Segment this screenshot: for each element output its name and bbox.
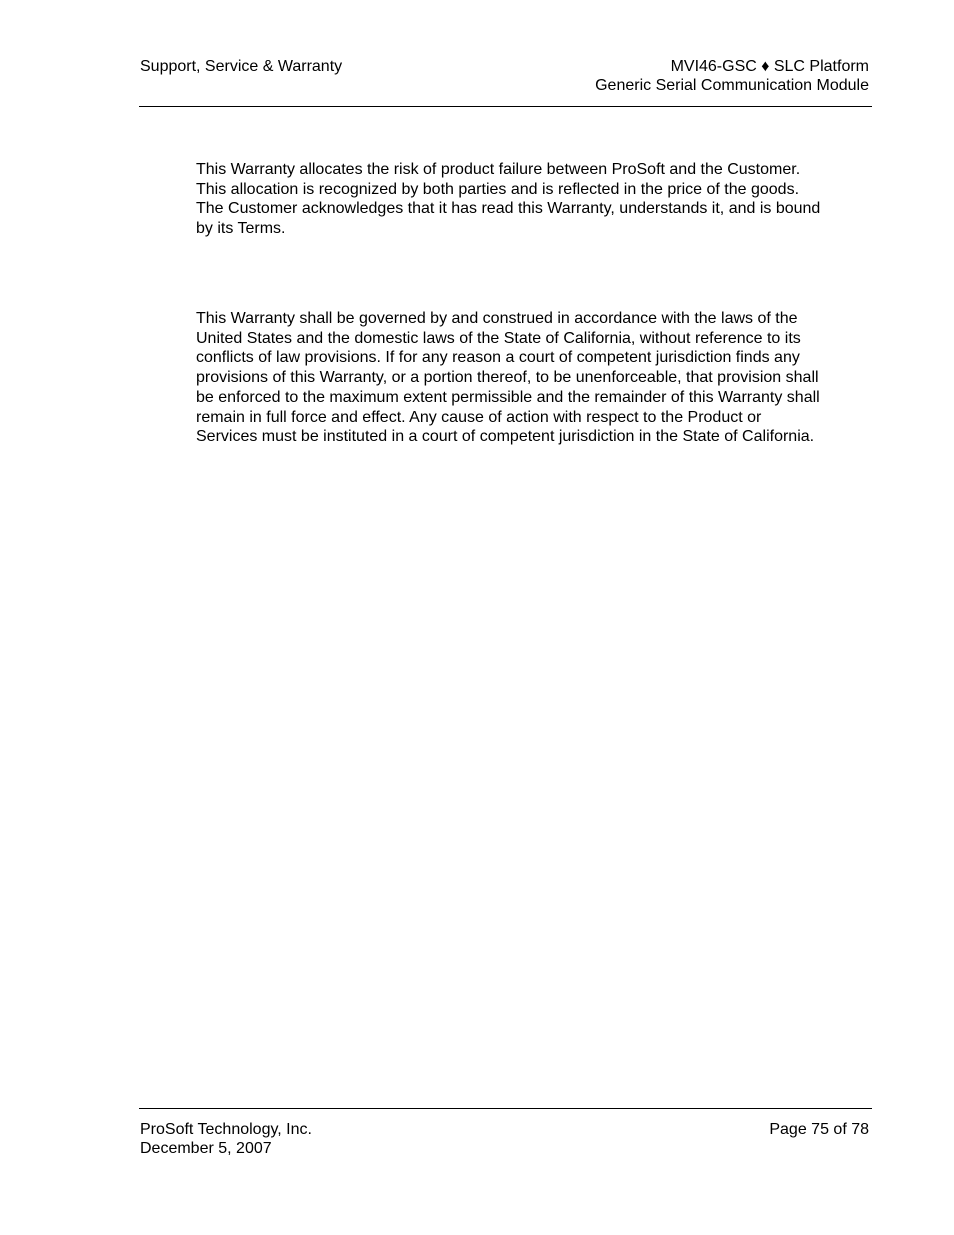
warranty-risk-allocation-paragraph: This Warranty allocates the risk of product failure between ProSoft and the Customer. This allocation is recognized by both parties and is reflected in the price of the goods. The Customer acknowledges that it has read this Warranty, understands it, and is bound by its Terms. <box>196 161 821 238</box>
header-section-title: Support, Service & Warranty <box>140 58 343 75</box>
header-product-line: MVI46-GSC ♦ SLC Platform <box>670 58 869 75</box>
page-header <box>139 56 872 107</box>
footer-page-number: Page 75 of 78 <box>769 1121 869 1138</box>
footer-company: ProSoft Technology, Inc. <box>140 1121 312 1138</box>
footer-date: December 5, 2007 <box>140 1140 272 1157</box>
governing-law-paragraph: This Warranty shall be governed by and construed in accordance with the laws of the United States and the domestic laws of the State of California, without reference to its conflicts of law provisions. If for any reason a court of competent jurisdiction finds any provisions of this Warranty, or a portion thereof, to be unenforceable, that provision shall be enforced to the maximum extent permissible and the remainder of this Warranty shall remain in full force and effect. Any cause of action with respect to the Product or Services must be instituted in a court of competent jurisdiction in the State of California. <box>196 310 820 446</box>
footer-company-info <box>140 1120 312 1158</box>
header-product-info <box>595 57 869 95</box>
page-footer <box>139 1108 872 1157</box>
header-product-name: Generic Serial Communication Module <box>595 77 869 94</box>
